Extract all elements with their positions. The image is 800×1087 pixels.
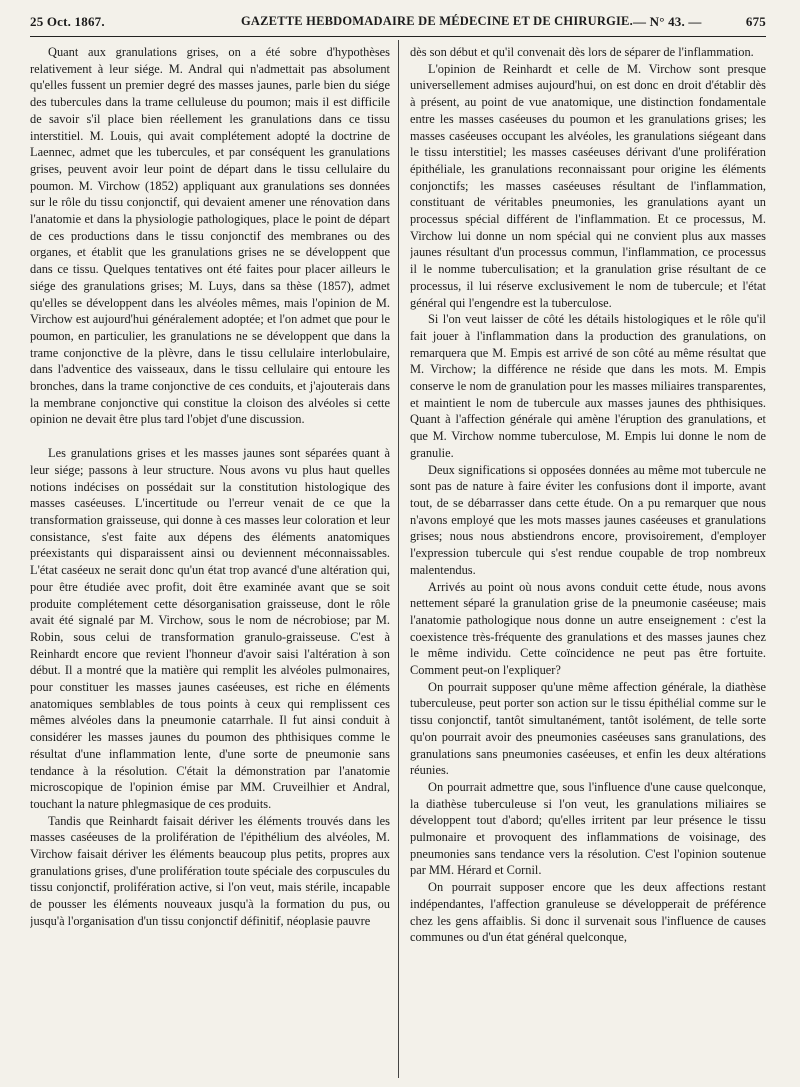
page-number: 675 bbox=[745, 14, 766, 29]
issue-number: — N° 43. — bbox=[633, 14, 702, 29]
left-paragraph-3: Tandis que Reinhardt faisait dériver les éléments trouvés dans les masses caséeuses de la prolifération de l'épithélium des alvéoles, M. Virchow faisait dériver les éléments beaucoup plus petits, propres aux granulations grises, d'une prolifération toute spéciale des corpuscules du tissu conjonctif, prolifération active, si l'on veut, mais stérile, incapable de pousser les éléments nouveaux jusqu'à la formation du pus, ou jusqu'à l'organisation d'un tissu conjonctif définitif, néoplasie pauvre bbox=[30, 813, 390, 928]
right-paragraph-2: L'opinion de Reinhardt et celle de M. Virchow sont presque universellement admises aujourd'hui, on est donc en droit d'établir dès à présent, au point de vue anatomique, une distinction fondamentale entre les masses caséeuses du poumon et les granulations grises; les masses caséeuses occupant les alvéoles, les granulations siégeant dans le tissu interstitiel; les masses caséeuses dérivant d'une prolifération épithéliale, les granulations reconnaissant pour origine les éléments conjonctifs; les masses caséeuses résultant de l'inflammation, constituant de véritables pneumonies, les granulations ayant un processus spécial différent de l'inflammation. Et ce processus, M. Virchow lui donne un nom spécial qui ne convient plus aux masses jaunes résultant d'un processus commun, l'inflammation, ce processus il le nomme tuberculisation; et la granulation grise résultant de ce processus, il lui réserve exclusivement le nom de tubercule; et l'état général qui l'engendre est la tuberculose. bbox=[410, 61, 766, 310]
page-header bbox=[30, 6, 766, 37]
issue-date: 25 Oct. 1867. bbox=[30, 14, 105, 29]
right-paragraph-3: Si l'on veut laisser de côté les détails histologiques et le rôle qu'il fait jouer à l'inflammation dans la production des granulations, on remarquera que M. Empis est arrivé de son côté au même résultat que M. Virchow; la différence ne réside que dans les mots. M. Empis conserve le nom de granulation pour les masses miliaires transparentes, et maintient le nom de tubercule aux masses jaunes des phthisiques. Quant à l'affection générale qui amène l'éruption des granulations, et que M. Virchow nomme tuberculose, M. Empis lui donne le nom de granulie. bbox=[410, 312, 766, 460]
left-paragraph-1: Quant aux granulations grises, on a été sobre d'hypothèses relativement à leur siége. M. Andral qui n'admettait pas absolument qu'elles fussent un premier degré des masses jaunes, parle bien du siége des tubercules dans la trame celluleuse du poumon; mais il est difficile de savoir s'il place bien réellement les granulations dans ce tissu interstitiel. M. Louis, qui avait complétement adopté la doctrine de Laennec, admet que les tubercules, et par conséquent les granulations grises, peuvent avoir leur point de départ dans le tissu cellulaire du poumon. M. Virchow (1852) appliquant aux granulations ses données sur le rôle du tissu conjonctif, qui devaient amener une rénovation dans l'anatomie et dans la physiologie pathologiques, place le point de départ de ces productions dans le tissu conjonctif des membranes ou des organes, et établit que les granulations grises ne se développent que dans ce tissu. Quelques tentatives ont été faites pour placer ailleurs le siége des granulations grises; M. Luys, dans sa thèse (1857), admet qu'elles se développent dans les alvéoles mêmes, mais l'opinion de M. Virchow est aujourd'hui généralement adoptée; et l'on admet que pour le poumon, en particulier, les granulations ne se développent que dans la trame conjonctive de la plèvre, dans le tissu cellulaire interlobulaire, dans l'adventice des vaisseaux, dans le tissu cellulaire qui entoure les bronches, dans la trame conjonctive de ces conduits, et j'ajouterais dans la membrane conjonctive qui constitue la cloison des alvéoles si cette opinion ne devait être plus tard l'objet d'une discussion. bbox=[30, 45, 390, 427]
column-divider bbox=[398, 40, 399, 1078]
right-paragraph-1: dès son début et qu'il convenait dès lors de séparer de l'inflammation. bbox=[410, 45, 754, 59]
right-paragraph-5: Arrivés au point où nous avons conduit cette étude, nous avons nettement séparé la granulation grise de la pneumonie caséeuse; mais l'anatomie pathologique nous donne un autre enseignement : c'est la coexistence très-fréquente des granulations et des masses jaunes chez le même individu. Cette coïncidence ne peut pas être fortuite. Comment peut-on l'expliquer? bbox=[410, 579, 766, 678]
right-paragraph-8: On pourrait supposer encore que les deux affections restant indépendantes, l'affection granuleuse se développerait de préférence chez les gens affaiblis. Si donc il survenait sous l'influence de causes communes ou d'un état général quelconque, bbox=[410, 880, 766, 945]
left-column bbox=[30, 44, 390, 1084]
right-paragraph-6: On pourrait supposer qu'une même affection générale, la diathèse tuberculeuse, peut porter son action sur le tissu épithélial comme sur le tissu conjonctif, tantôt simultanément, tantôt isolément, de telle sorte qu'on pourrait avoir des pneumonies caséeuses sans granulations, des granulations sans pneumonies caséeuses, et enfin les deux altérations réunies. bbox=[410, 679, 766, 778]
right-column bbox=[410, 44, 766, 1084]
journal-title: GAZETTE HEBDOMADAIRE DE MÉDECINE ET DE CHIRURGIE. bbox=[241, 14, 633, 28]
left-paragraph-2: Les granulations grises et les masses jaunes sont séparées quant à leur siége; passons à leur structure. Nous avons vu plus haut quelles notions indécises on possédait sur la constitution histologique des masses caséeuses. L'incertitude ou l'erreur venait de ce que la transformation graisseuse, qui donne à ces masses leur coloration et leur consistance, s'est faite aux dépens des éléments anatomiques préexistants qui disparaissent ainsi ou deviennent méconnaissables. L'état caséeux ne serait donc qu'un état trop avancé d'une altération qui, pour être étudiée avec profit, doit être examinée avant que se soit produite complétement cette désorganisation graisseuse, dont le rôle avait été signalé par M. Virchow, sous le nom de nécrobiose; par M. Robin, sous celui de transformation granulo-graisseuse. C'est à Reinhardt encore que revient l'honneur d'avoir saisi l'altération à son début. Il a montré que la matière qui remplit les alvéoles pulmonaires, pour constituer les masses jaunes caséeuses, est riche en éléments anatomiques semblables de tous points à ceux qui remplissent ces mêmes alvéoles dans la pneumonie catarrhale. Il fut ainsi conduit à considérer les masses jaunes du poumon des phthisiques comme le résultat d'une inflammation lente, d'une sorte de pneumonie sans tendance à la résolution. C'était la démonstration par l'anatomie microscopique de l'opinion émise par MM. Cruveilhier et Andral, touchant la nature phlegmasique de ces produits. bbox=[30, 446, 390, 811]
right-paragraph-7: On pourrait admettre que, sous l'influence d'une cause quelconque, la diathèse tuberculeuse si l'on veut, les granulations miliaires se développent tout d'abord; qu'elles irritent par leur présence le tissu pulmonaire et provoquent des inflammations de voisinage, des pneumonies sans tendance vers la résolution. C'est l'opinion soutenue par MM. Hérard et Cornil. bbox=[410, 779, 766, 878]
right-paragraph-4: Deux significations si opposées données au même mot tubercule ne sont pas de nature à faire éviter les confusions dont il importe, avant tout, de se débarrasser dans cette étude. On a pu remarquer que nous n'avons employé que les mots masses jaunes caséeuses et granulations grises; nous nous abstiendrons encore, provisoirement, d'employer l'expression tubercule qui s'est rendue coupable de trop nombreux malentendus. bbox=[410, 462, 766, 577]
